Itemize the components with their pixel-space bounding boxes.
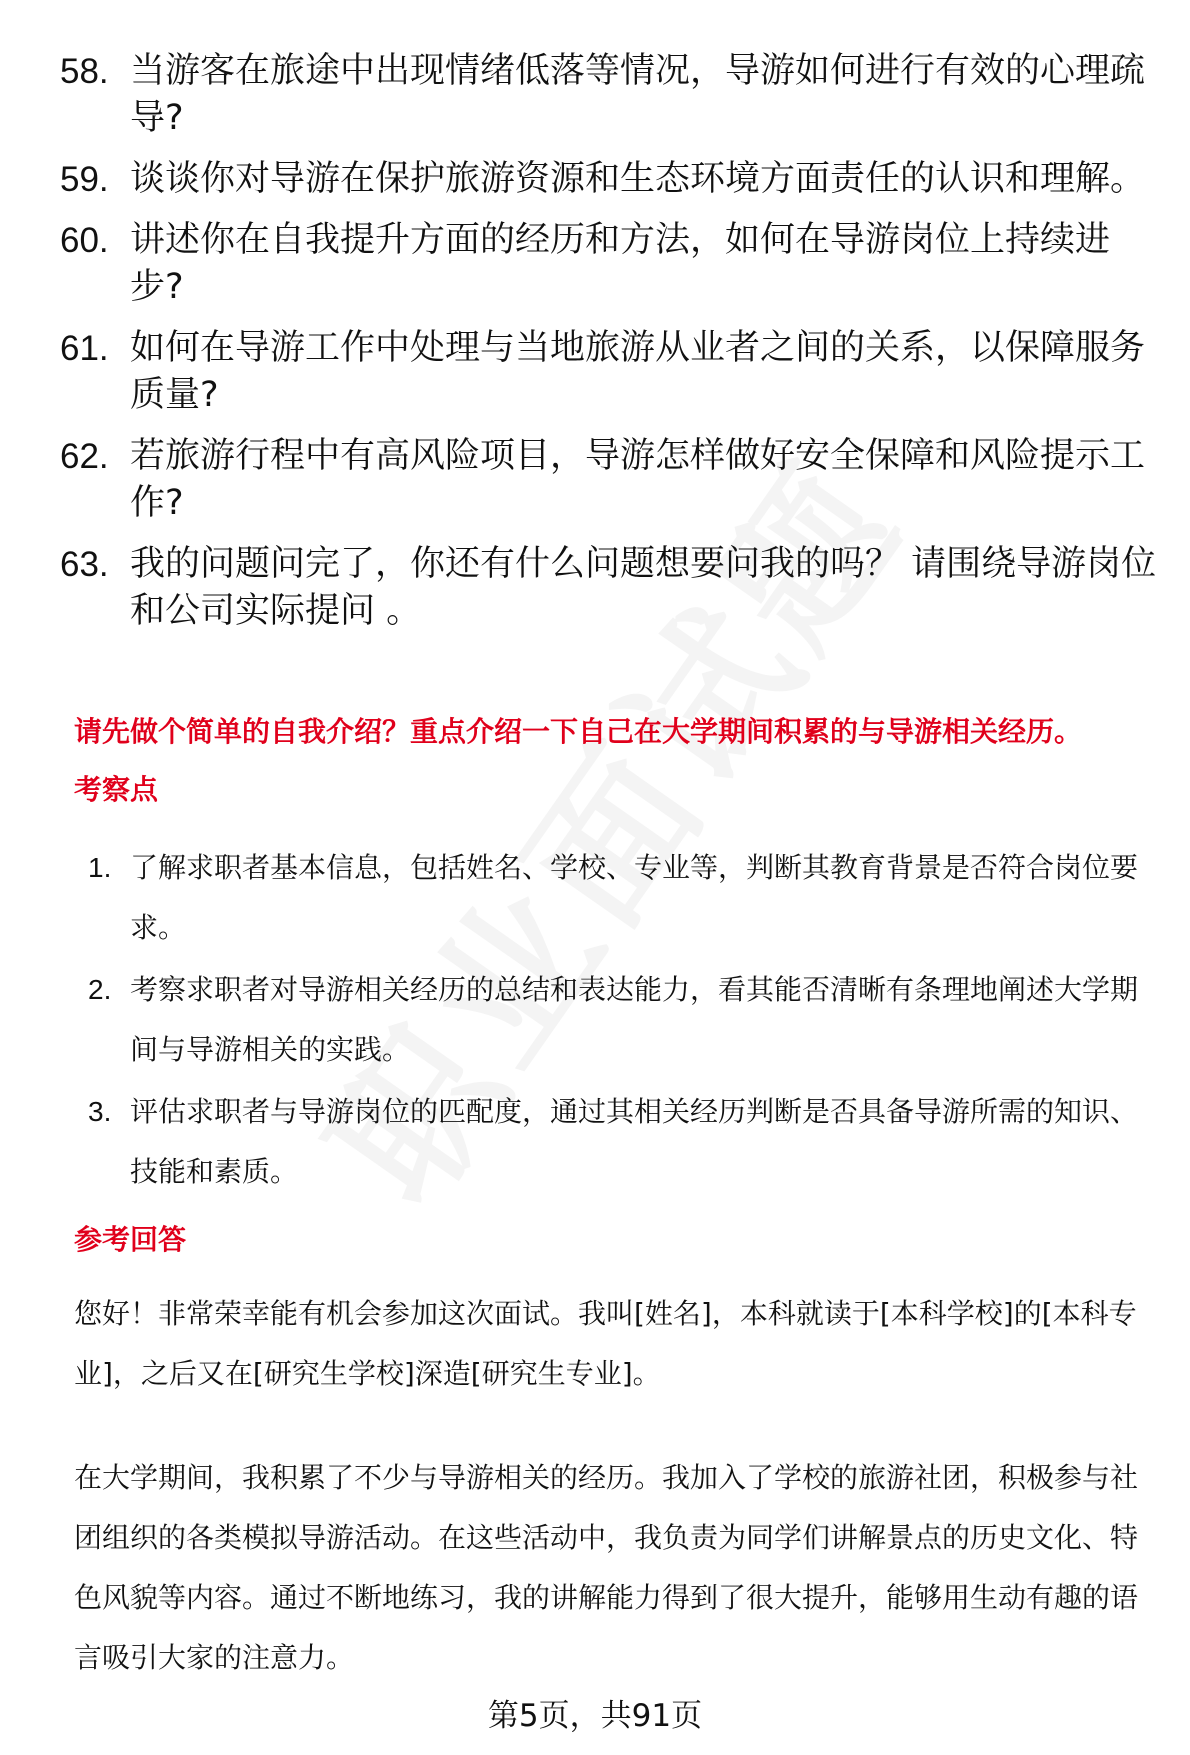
focus-point-number: 1. [88,852,112,883]
question-number: 62. [60,437,109,476]
question-item [60,325,1160,419]
focus-point [88,838,1158,958]
focus-point-text: 评估求职者与导游岗位的匹配度，通过其相关经历判断是否具备导游所需的知识、技能和素质。 [130,1095,1139,1188]
question-number: 59. [60,160,109,199]
question-list [60,48,1160,649]
question-item [60,48,1160,142]
question-text: 当游客在旅途中出现情绪低落等情况，导游如何进行有效的心理疏导? [130,51,1146,138]
focus-title: 考察点 [74,773,159,806]
answer-paragraph: 在大学期间，我积累了不少与导游相关的经历。我加入了学校的旅游社团，积极参与社团组织的各类模拟导游活动。在这些活动中，我负责为同学们讲解景点的历史文化、特色风貌等内容。通过不断地练习，我的讲解能力得到了很大提升，能够用生动有趣的语言吸引大家的注意力。 [74,1461,1139,1674]
question-number: 63. [60,545,109,584]
question-number: 58. [60,52,109,91]
focus-point [88,1082,1158,1202]
question-text: 讲述你在自我提升方面的经历和方法，如何在导游岗位上持续进步? [130,220,1111,307]
highlight-question: 请先做个简单的自我介绍？重点介绍一下自己在大学期间积累的与导游相关经历。 [74,715,1083,748]
question-item [60,217,1160,311]
answer-paragraph: 您好！非常荣幸能有机会参加这次面试。我叫[姓名]，本科就读于[本科学校]的[本科专业]，之后又在[研究生学校]深造[研究生专业]。 [74,1297,1137,1390]
focus-point-text: 了解求职者基本信息，包括姓名、学校、专业等，判断其教育背景是否符合岗位要求。 [130,851,1139,944]
focus-point-number: 2. [88,974,112,1005]
question-text: 若旅游行程中有高风险项目，导游怎样做好安全保障和风险提示工作? [130,436,1146,523]
question-number: 61. [60,329,109,368]
question-number: 60. [60,221,109,260]
question-item [60,433,1160,527]
question-text: 如何在导游工作中处理与当地旅游从业者之间的关系，以保障服务质量? [130,328,1146,415]
focus-point-text: 考察求职者对导游相关经历的总结和表达能力，看其能否清晰有条理地阐述大学期间与导游相关的实践。 [130,973,1139,1066]
page-footer: 第5页，共91页 [487,1698,703,1734]
focus-point-list [88,838,1158,1204]
answer-title: 参考回答 [74,1223,187,1256]
question-text: 谈谈你对导游在保护旅游资源和生态环境方面责任的认识和理解。 [130,159,1146,199]
question-item [60,541,1160,635]
question-text: 我的问题问完了，你还有什么问题想要问我的吗？ 请围绕导游岗位和公司实际提问 。 [130,544,1157,631]
question-item [60,156,1160,203]
focus-point [88,960,1158,1080]
focus-point-number: 3. [88,1096,112,1127]
